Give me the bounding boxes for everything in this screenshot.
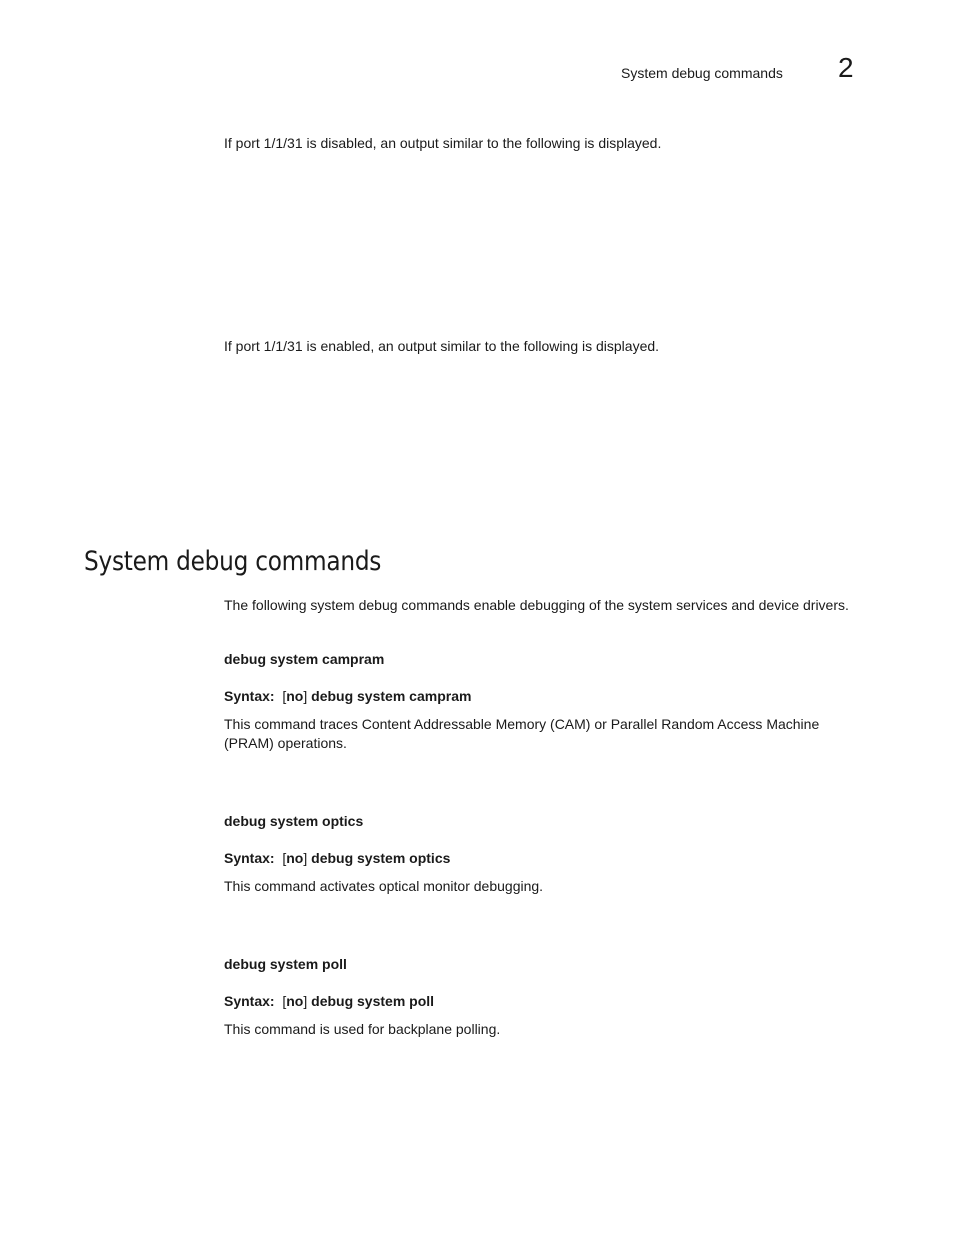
command-heading-optics: debug system optics <box>224 813 364 829</box>
syntax-bracket-close: ] <box>303 688 308 704</box>
syntax-label: Syntax: <box>224 993 275 1009</box>
syntax-line-optics <box>224 849 450 868</box>
section-description: The following system debug commands enable debugging of the system services and device drivers. <box>224 597 849 613</box>
syntax-bracket-open: [ <box>282 850 287 866</box>
port-disabled-text: If port 1/1/31 is disabled, an output similar to the following is displayed. <box>224 135 662 151</box>
syntax-line-campram <box>224 687 471 706</box>
syntax-no-keyword: no <box>286 850 304 866</box>
command-description-poll: This command is used for backplane polling. <box>224 1021 501 1037</box>
command-description-campram: This command traces Content Addressable Memory (CAM) or Parallel Random Access Machine (PRAM) operations. <box>224 716 820 751</box>
syntax-bracket-close: ] <box>303 993 308 1009</box>
syntax-line-poll <box>224 992 434 1011</box>
chapter-number: 2 <box>838 52 854 83</box>
running-header-title: System debug commands <box>621 65 783 81</box>
syntax-bracket-open: [ <box>282 688 287 704</box>
port-enabled-text: If port 1/1/31 is enabled, an output similar to the following is displayed. <box>224 338 660 354</box>
syntax-bracket-open: [ <box>282 993 287 1009</box>
syntax-command: debug system campram <box>311 688 472 704</box>
command-heading-poll: debug system poll <box>224 956 347 972</box>
syntax-command: debug system poll <box>311 993 435 1009</box>
syntax-label: Syntax: <box>224 850 275 866</box>
syntax-label: Syntax: <box>224 688 275 704</box>
command-description-optics: This command activates optical monitor debugging. <box>224 878 544 894</box>
syntax-command: debug system optics <box>311 850 451 866</box>
command-heading-campram: debug system campram <box>224 651 385 667</box>
section-title: System debug commands <box>84 546 382 577</box>
syntax-no-keyword: no <box>286 688 304 704</box>
syntax-bracket-close: ] <box>303 850 308 866</box>
syntax-no-keyword: no <box>286 993 304 1009</box>
